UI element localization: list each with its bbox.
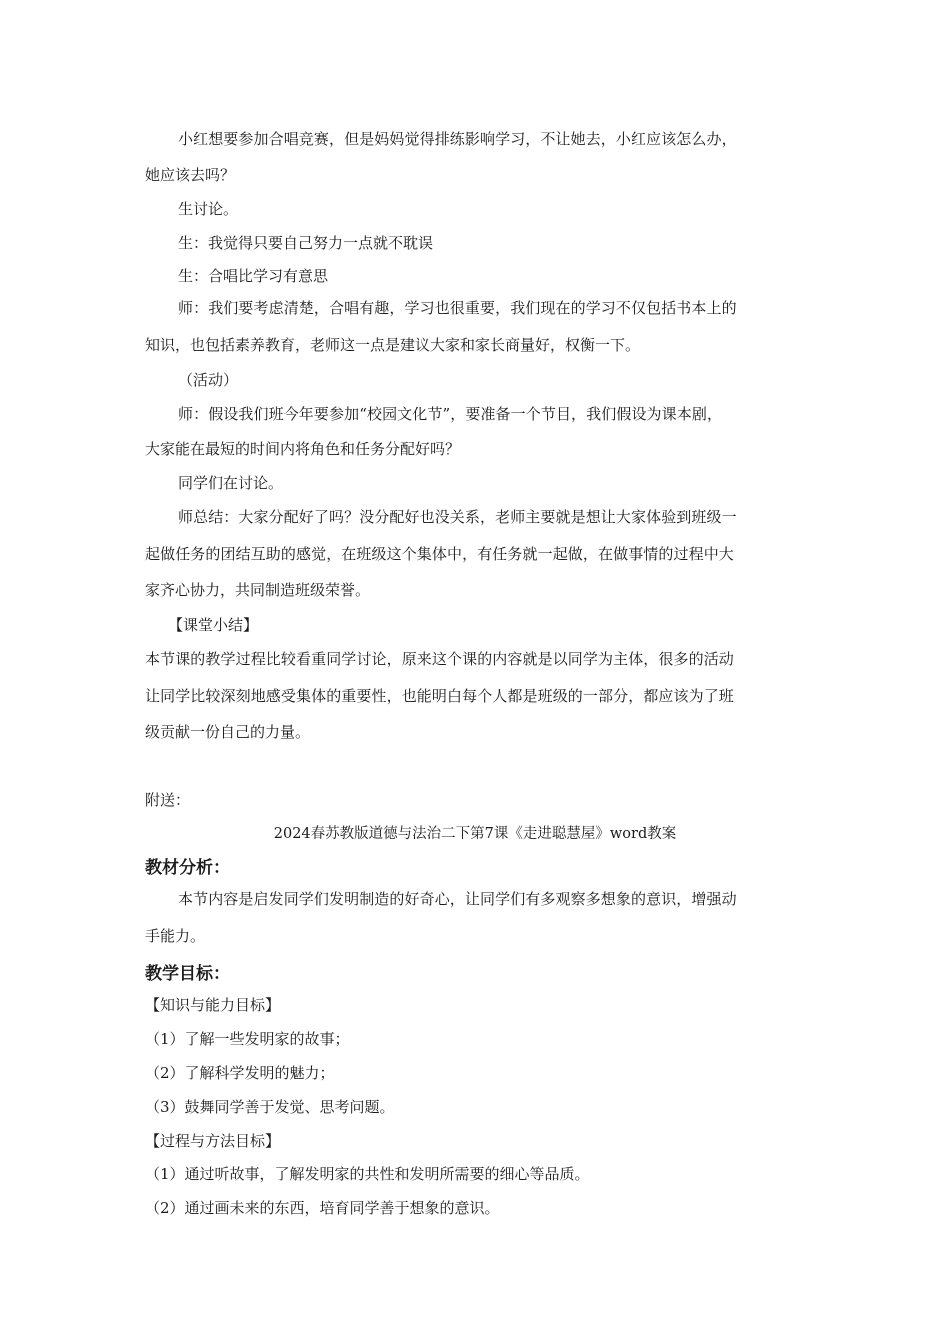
section-label: 【知识与能力目标】: [145, 996, 281, 1014]
paragraph-line: 级贡献一份自己的力量。: [145, 723, 311, 741]
document-title: 2024春苏教版道德与法治二下第7课《走进聪慧屋》word教案: [273, 826, 677, 842]
paragraph-line: 让同学比较深刻地感受集体的重要性，也能明白每个人都是班级的一部分，都应该为了班: [145, 687, 734, 705]
section-heading: 教材分析：: [145, 858, 230, 878]
list-item: （2）通过画未来的东西，培育同学善于想象的意识。: [145, 1199, 500, 1217]
paragraph-line: 生：合唱比学习有意思: [178, 267, 329, 285]
paragraph-line: 她应该去吗？: [145, 166, 236, 184]
list-item: （1）了解一些发明家的故事；: [145, 1030, 350, 1048]
paragraph-line: 师总结：大家分配好了吗？没分配好也没关系，老师主要就是想让大家体验到班级一: [178, 508, 737, 526]
paragraph-line: 本节内容是启发同学们发明制造的好奇心，让同学们有多观察多想象的意识，增强动: [178, 890, 737, 908]
paragraph-line: 小红想要参加合唱竞赛，但是妈妈觉得排练影响学习，不让她去，小红应该怎么办，: [178, 130, 737, 148]
paragraph-line: 手能力。: [145, 927, 206, 945]
appendix-label: 附送：: [145, 791, 191, 809]
list-item: （1）通过听故事，了解发明家的共性和发明所需要的细心等品质。: [145, 1165, 590, 1183]
paragraph-line: 知识，也包括素养教育，老师这一点是建议大家和家长商量好，权衡一下。: [145, 336, 641, 354]
paragraph-line: 大家能在最短的时间内将角色和任务分配好吗？: [145, 440, 461, 458]
paragraph-line: 起做任务的团结互助的感觉，在班级这个集体中，有任务就一起做，在做事情的过程中大: [145, 545, 734, 563]
paragraph-line: 师：假设我们班今年要参加“校园文化节”，要准备一个节目，我们假设为课本剧，: [178, 405, 723, 423]
list-item: （3）鼓舞同学善于发觉、思考问题。: [145, 1098, 395, 1116]
section-heading: 教学目标：: [145, 964, 230, 984]
list-item: （2）了解科学发明的魅力；: [145, 1064, 335, 1082]
paragraph-line: 生：我觉得只要自己努力一点就不耽误: [178, 234, 434, 252]
paragraph-line: （活动）: [178, 371, 239, 389]
paragraph-line: 本节课的教学过程比较看重同学讨论，原来这个课的内容就是以同学为主体，很多的活动: [145, 650, 734, 668]
paragraph-line: 师：我们要考虑清楚，合唱有趣，学习也很重要，我们现在的学习不仅包括书本上的: [178, 299, 737, 317]
paragraph-line: 同学们在讨论。: [178, 474, 284, 492]
paragraph-line: 生讨论。: [178, 200, 239, 218]
paragraph-line: 家齐心协力，共同制造班级荣誉。: [145, 581, 371, 599]
section-label: 【课堂小结】: [168, 616, 259, 634]
section-label: 【过程与方法目标】: [145, 1132, 281, 1150]
